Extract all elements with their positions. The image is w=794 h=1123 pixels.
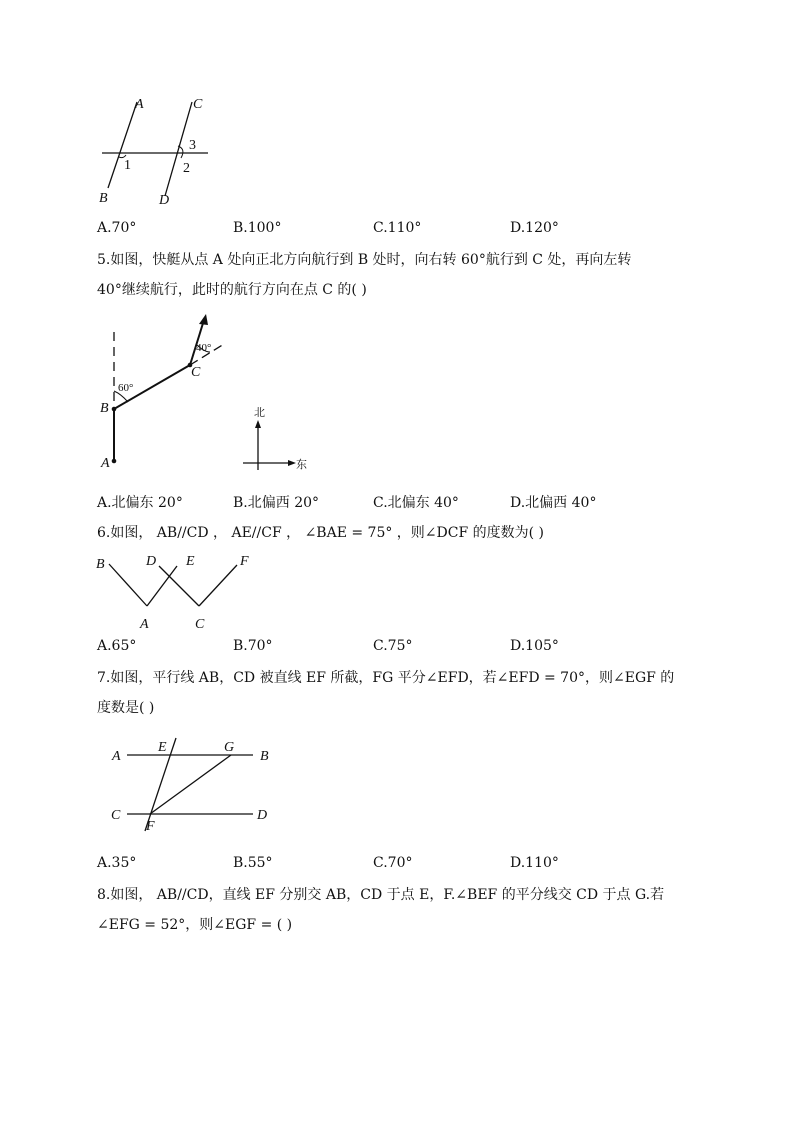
q5-option-a[interactable]: A.北偏东 20° xyxy=(97,495,183,511)
q7-label-b: B xyxy=(260,749,269,764)
q7-figure xyxy=(100,733,280,838)
q5-north-label: 北 xyxy=(254,406,265,419)
q6-label-b: B xyxy=(96,557,105,572)
q4-label-b: B xyxy=(99,191,108,206)
q4-label-a: A xyxy=(135,97,144,112)
q5-option-d[interactable]: D.北偏西 40° xyxy=(510,495,597,511)
q4-option-d[interactable]: D.120° xyxy=(510,220,559,236)
q7-option-a[interactable]: A.35° xyxy=(97,855,137,871)
q5-question-line1: 5.如图，快艇从点 A 处向正北方向航行到 B 处时，向右转 60°航行到 C 处，再向左转 xyxy=(97,252,632,268)
q6-option-c[interactable]: C.75° xyxy=(373,638,413,654)
q7-option-c[interactable]: C.70° xyxy=(373,855,413,871)
q7-option-d[interactable]: D.110° xyxy=(510,855,559,871)
q4-label-c: C xyxy=(193,97,203,112)
q8-question-line2: ∠EFG = 52°，则∠EGF = ( ) xyxy=(97,917,293,933)
q6-label-e: E xyxy=(186,554,195,569)
q7-question-line2: 度数是( ) xyxy=(97,700,155,716)
q5-question-line2: 40°继续航行，此时的航行方向在点 C 的( ) xyxy=(97,282,367,298)
q5-angle-60: 60° xyxy=(118,382,134,394)
q7-option-b[interactable]: B.55° xyxy=(233,855,273,871)
q7-label-c: C xyxy=(111,808,121,823)
q7-label-f: F xyxy=(146,819,155,834)
q5-label-b: B xyxy=(100,401,109,416)
q6-option-a[interactable]: A.65° xyxy=(97,638,137,654)
q4-option-a[interactable]: A.70° xyxy=(97,220,137,236)
q6-label-a: A xyxy=(140,617,149,632)
q4-angle-3: 3 xyxy=(189,138,196,153)
q4-option-c[interactable]: C.110° xyxy=(373,220,422,236)
q6-label-d: D xyxy=(146,554,157,569)
q5-label-a: A xyxy=(101,456,110,471)
q6-option-d[interactable]: D.105° xyxy=(510,638,559,654)
q5-label-c: C xyxy=(191,365,201,380)
q5-angle-40: 40° xyxy=(196,342,212,354)
q4-figure xyxy=(95,92,220,210)
q4-label-d: D xyxy=(159,193,170,208)
q5-figure xyxy=(90,310,320,480)
q7-label-g: G xyxy=(224,740,235,755)
q7-question-line1: 7.如图，平行线 AB，CD 被直线 EF 所截，FG 平分∠EFD，若∠EFD = 70°，则∠EGF 的 xyxy=(97,670,675,686)
q8-question-line1: 8.如图， AB//CD，直线 EF 分别交 AB，CD 于点 E，F.∠BEF 的平分线交 CD 于点 G.若 xyxy=(97,887,665,903)
q6-option-b[interactable]: B.70° xyxy=(233,638,273,654)
q6-label-f: F xyxy=(240,554,249,569)
q6-figure xyxy=(90,548,270,634)
q5-option-b[interactable]: B.北偏西 20° xyxy=(233,495,320,511)
q4-angle-1: 1 xyxy=(124,158,131,173)
q4-option-b[interactable]: B.100° xyxy=(233,220,282,236)
q7-label-a: A xyxy=(112,749,121,764)
q7-label-d: D xyxy=(257,808,268,823)
q5-option-c[interactable]: C.北偏东 40° xyxy=(373,495,459,511)
q5-east-label: 东 xyxy=(296,458,307,471)
q7-label-e: E xyxy=(158,740,167,755)
q4-angle-2: 2 xyxy=(183,161,190,176)
q6-label-c: C xyxy=(195,617,205,632)
q6-question-line1: 6.如图， AB//CD ， AE//CF ， ∠BAE = 75° ，则∠DCF 的度数为( ) xyxy=(97,525,545,541)
